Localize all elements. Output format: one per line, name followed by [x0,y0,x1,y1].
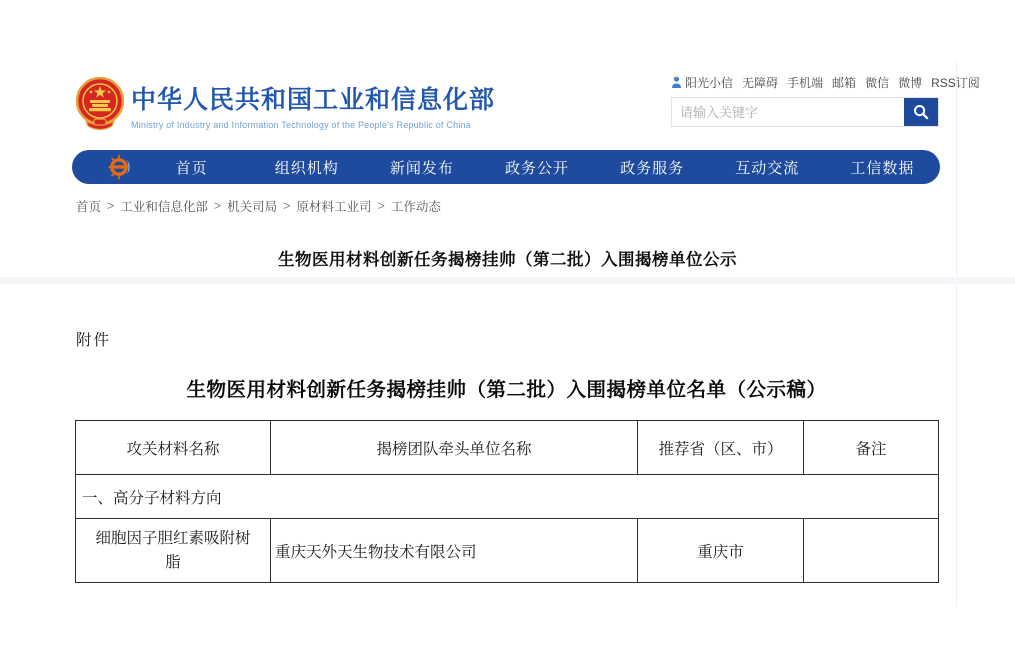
quick-link-mail[interactable]: 邮箱 [832,76,857,90]
site-subtitle: Ministry of Industry and Information Technology of the People's Republic of China [131,120,471,130]
breadcrumb-separator: > [213,199,222,213]
miit-logo-icon [108,154,134,180]
table-header-row [76,421,939,475]
breadcrumb-miit[interactable]: 工业和信息化部 [120,200,208,214]
page-edge-divider [956,62,957,607]
table-row [76,519,939,583]
nav-item-gov-services[interactable]: 政务服务 [620,159,685,177]
breadcrumb-separator: > [107,199,115,213]
cell-note [804,519,939,583]
section-title: 一、高分子材料方向 [76,475,939,519]
breadcrumb [76,197,441,215]
search-bar [671,97,939,127]
table-section-row [76,475,939,519]
cell-material: 细胞因子胆红素吸附树脂 [76,519,271,583]
quick-links [671,74,980,91]
search-button[interactable] [904,98,938,126]
nav-item-home[interactable]: 首页 [175,159,208,177]
cell-unit: 重庆天外天生物技术有限公司 [271,519,638,583]
quick-link-rss[interactable]: RSS订阅 [931,76,980,90]
main-nav [72,150,940,184]
search-input[interactable] [672,98,904,126]
quick-link-label: 阳光小信 [685,76,734,90]
quick-link-wechat[interactable]: 微信 [865,76,890,90]
site-title-link[interactable] [131,80,495,130]
quick-link-weibo[interactable]: 微博 [898,76,923,90]
nav-item-organization[interactable]: 组织机构 [274,159,339,177]
document-title: 生物医用材料创新任务揭榜挂帅（第二批）入围揭榜单位名单（公示稿） [186,379,827,401]
breadcrumb-raw-materials[interactable]: 原材料工业司 [296,200,372,214]
nav-item-news[interactable]: 新闻发布 [389,159,454,177]
quick-link-mobile[interactable]: 手机端 [787,76,824,90]
breadcrumb-separator: > [283,199,291,213]
quick-link-accessibility[interactable]: 无障碍 [742,76,779,90]
winners-table [75,420,939,583]
breadcrumb-departments[interactable]: 机关司局 [227,200,278,214]
section-divider [0,277,1015,284]
header-note: 备注 [804,421,939,475]
cell-province: 重庆市 [638,519,804,583]
national-emblem-icon [76,77,124,135]
header-material: 攻关材料名称 [76,421,271,475]
header-province: 推荐省（区、市） [638,421,804,475]
nav-item-miit-data[interactable]: 工信数据 [850,159,915,177]
search-icon [913,104,929,120]
attachment-label: 附件 [76,332,112,349]
breadcrumb-separator: > [377,199,385,213]
nav-item-interaction[interactable]: 互动交流 [735,159,800,177]
nav-item-gov-disclosure[interactable]: 政务公开 [504,159,569,177]
site-title: 中华人民共和国工业和信息化部 [131,86,496,114]
breadcrumb-home[interactable]: 首页 [76,200,102,214]
quick-link-sunshine[interactable] [671,74,733,91]
article-title: 生物医用材料创新任务揭榜挂帅（第二批）入围揭榜单位公示 [278,251,737,269]
header-unit: 揭榜团队牵头单位名称 [271,421,638,475]
breadcrumb-current: 工作动态 [390,200,441,214]
assistant-icon [671,76,682,89]
